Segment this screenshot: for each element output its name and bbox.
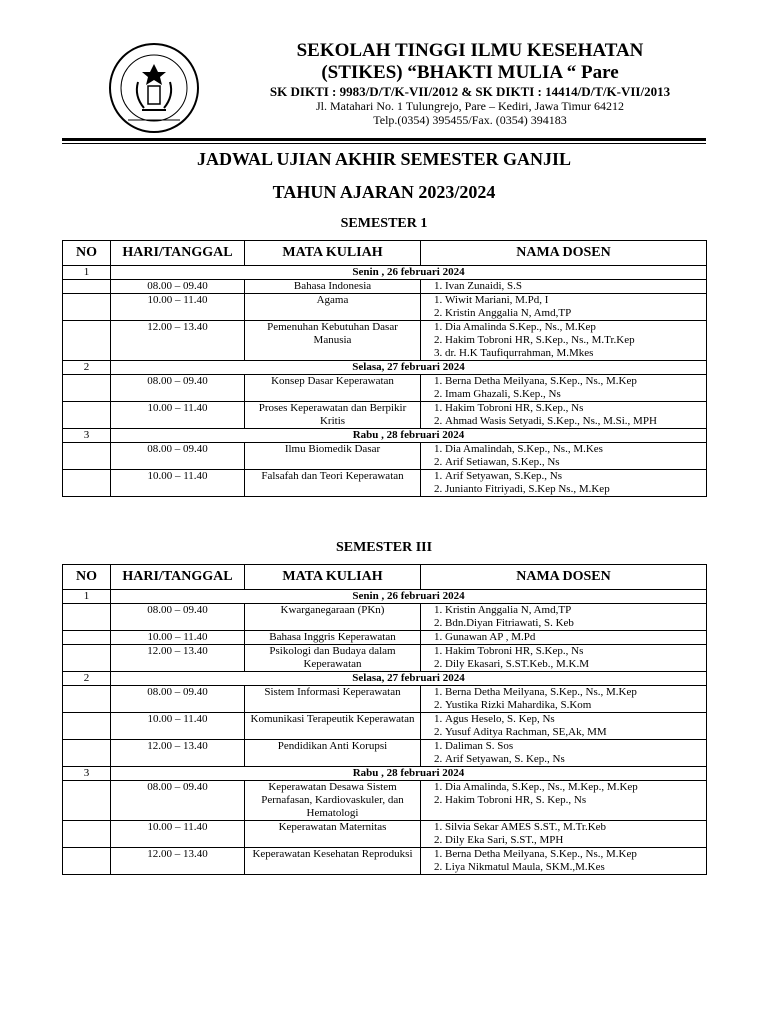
empty-cell — [63, 375, 111, 402]
phone-line: Telp.(0354) 395455/Fax. (0354) 394183 — [373, 113, 567, 127]
session-time: 08.00 – 09.40 — [111, 686, 245, 713]
empty-cell — [63, 686, 111, 713]
course-name: Komunikasi Terapeutik Keperawatan — [245, 713, 421, 740]
course-name: Kwarganegaraan (PKn) — [245, 604, 421, 631]
header-row — [63, 565, 707, 590]
course-name: Pemenuhan Kebutuhan Dasar Manusia — [245, 321, 421, 361]
lecturer-list — [421, 470, 707, 497]
course-name: Keperawatan Desawa Sistem Pernafasan, Kardiovaskuler, dan Hematologi — [245, 781, 421, 821]
lecturer-name: 2. Junianto Fitriyadi, S.Kep Ns., M.Kep — [445, 483, 704, 496]
session-time: 08.00 – 09.40 — [111, 781, 245, 821]
session-time: 10.00 – 11.40 — [111, 821, 245, 848]
session-row — [63, 686, 707, 713]
lecturer-list — [421, 686, 707, 713]
lecturer-name: 1. Arif Setyawan, S.Kep., Ns — [445, 470, 704, 483]
session-time: 08.00 – 09.40 — [111, 280, 245, 294]
session-row — [63, 294, 707, 321]
day-label: Rabu , 28 februari 2024 — [111, 767, 707, 781]
day-row — [63, 590, 707, 604]
lecturer-name: 2. Dily Eka Sari, S.ST., MPH — [445, 834, 704, 847]
lecturer-name: 1. Hakim Tobroni HR, S.Kep., Ns — [445, 402, 704, 415]
day-label: Senin , 26 februari 2024 — [111, 266, 707, 280]
lecturer-name: 2. Yustika Rizki Mahardika, S.Kom — [445, 699, 704, 712]
course-name: Agama — [245, 294, 421, 321]
session-row — [63, 848, 707, 875]
school-short-name: (STIKES) “BHAKTI MULIA “ Pare — [321, 62, 619, 83]
lecturer-name: 1. Daliman S. Sos — [445, 740, 704, 753]
session-time: 10.00 – 11.40 — [111, 631, 245, 645]
lecturer-name: 1. Dia Amalinda, S.Kep., Ns., M.Kep., M.Kep — [445, 781, 704, 794]
day-row — [63, 767, 707, 781]
accreditation-line: SK DIKTI : 9983/D/T/K-VII/2012 & SK DIKTI : 14414/D/T/K-VII/2013 — [269, 84, 671, 99]
day-number: 2 — [63, 361, 111, 375]
lecturer-list — [421, 821, 707, 848]
session-row — [63, 280, 707, 294]
day-row — [63, 361, 707, 375]
session-row — [63, 375, 707, 402]
lecturer-name: 1. Gunawan AP , M.Pd — [445, 631, 704, 644]
day-label: Selasa, 27 februari 2024 — [111, 672, 707, 686]
course-name: Bahasa Indonesia — [245, 280, 421, 294]
lecturer-name: 2. Dily Ekasari, S.ST.Keb., M.K.M — [445, 658, 704, 671]
session-time: 10.00 – 11.40 — [111, 713, 245, 740]
course-name: Pendidikan Anti Korupsi — [245, 740, 421, 767]
lecturer-name: 2. Hakim Tobroni HR, S. Kep., Ns — [445, 794, 704, 807]
lecturer-list — [421, 375, 707, 402]
day-label: Rabu , 28 februari 2024 — [111, 429, 707, 443]
course-name: Konsep Dasar Keperawatan — [245, 375, 421, 402]
empty-cell — [63, 740, 111, 767]
lecturer-name: 1. Wiwit Mariani, M.Pd, I — [445, 294, 704, 307]
lecturer-name: 1. Berna Detha Meilyana, S.Kep., Ns., M.Kep — [445, 686, 704, 699]
day-number: 1 — [63, 590, 111, 604]
course-name: Sistem Informasi Keperawatan — [245, 686, 421, 713]
empty-cell — [63, 781, 111, 821]
lecturer-list — [421, 631, 707, 645]
session-row — [63, 713, 707, 740]
session-row — [63, 781, 707, 821]
lecturer-name: 1. Dia Amalindah, S.Kep., Ns., M.Kes — [445, 443, 704, 456]
col-no-header: NO — [63, 565, 111, 590]
course-name: Psikologi dan Budaya dalam Keperawatan — [245, 645, 421, 672]
session-time: 08.00 – 09.40 — [111, 443, 245, 470]
session-row — [63, 821, 707, 848]
session-row — [63, 443, 707, 470]
col-no-header: NO — [63, 241, 111, 266]
session-time: 10.00 – 11.40 — [111, 470, 245, 497]
day-row — [63, 672, 707, 686]
header-rule-thick — [62, 138, 706, 141]
session-row — [63, 321, 707, 361]
empty-cell — [63, 821, 111, 848]
day-number: 2 — [63, 672, 111, 686]
day-row — [63, 266, 707, 280]
lecturer-name: 1. Silvia Sekar AMES S.ST., M.Tr.Keb — [445, 821, 704, 834]
lecturer-list — [421, 713, 707, 740]
session-time: 12.00 – 13.40 — [111, 645, 245, 672]
course-name: Keperawatan Kesehatan Reproduksi — [245, 848, 421, 875]
empty-cell — [63, 294, 111, 321]
lecturer-list — [421, 848, 707, 875]
course-name: Keperawatan Maternitas — [245, 821, 421, 848]
course-name: Proses Keperawatan dan Berpikir Kritis — [245, 402, 421, 429]
lecturer-list — [421, 294, 707, 321]
lecturer-name: 1. Dia Amalinda S.Kep., Ns., M.Kep — [445, 321, 704, 334]
col-date-header: HARI/TANGGAL — [111, 241, 245, 266]
lecturer-name: 1. Hakim Tobroni HR, S.Kep., Ns — [445, 645, 704, 658]
empty-cell — [63, 470, 111, 497]
semester-title: SEMESTER 1 — [340, 216, 428, 231]
letterhead — [60, 30, 720, 140]
lecturer-name: 1. Berna Detha Meilyana, S.Kep., Ns., M.Kep — [445, 375, 704, 388]
col-course-header: MATA KULIAH — [245, 241, 421, 266]
session-row — [63, 402, 707, 429]
course-name: Bahasa Inggris Keperawatan — [245, 631, 421, 645]
empty-cell — [63, 713, 111, 740]
empty-cell — [63, 402, 111, 429]
header-row — [63, 241, 707, 266]
session-row — [63, 740, 707, 767]
day-label: Selasa, 27 februari 2024 — [111, 361, 707, 375]
session-time: 08.00 – 09.40 — [111, 375, 245, 402]
lecturer-name: 2. Liya Nikmatul Maula, SKM.,M.Kes — [445, 861, 704, 874]
empty-cell — [63, 280, 111, 294]
day-label: Senin , 26 februari 2024 — [111, 590, 707, 604]
day-number: 3 — [63, 429, 111, 443]
schedule-table-semester-3 — [62, 564, 707, 875]
col-course-header: MATA KULIAH — [245, 565, 421, 590]
session-row — [63, 645, 707, 672]
lecturer-name: 2. Bdn.Diyan Fitriawati, S. Keb — [445, 617, 704, 630]
document-title: JADWAL UJIAN AKHIR SEMESTER GANJIL — [196, 149, 572, 169]
empty-cell — [63, 848, 111, 875]
session-time: 12.00 – 13.40 — [111, 321, 245, 361]
empty-cell — [63, 631, 111, 645]
lecturer-name: 2. Ahmad Wasis Setyadi, S.Kep., Ns., M.Si., MPH — [445, 415, 704, 428]
lecturer-list — [421, 321, 707, 361]
session-time: 12.00 – 13.40 — [111, 848, 245, 875]
lecturer-name: 2. Imam Ghazali, S.Kep., Ns — [445, 388, 704, 401]
day-row — [63, 429, 707, 443]
empty-cell — [63, 645, 111, 672]
session-time: 08.00 – 09.40 — [111, 604, 245, 631]
lecturer-list — [421, 740, 707, 767]
lecturer-name: 2. Arif Setyawan, S. Kep., Ns — [445, 753, 704, 766]
header-rule-thin — [62, 143, 706, 144]
empty-cell — [63, 443, 111, 470]
day-number: 3 — [63, 767, 111, 781]
session-time: 10.00 – 11.40 — [111, 402, 245, 429]
lecturer-name: 3. dr. H.K Taufiqurrahman, M.Mkes — [445, 347, 704, 360]
lecturer-list — [421, 402, 707, 429]
lecturer-name: 1. Agus Heselo, S. Kep, Ns — [445, 713, 704, 726]
empty-cell — [63, 604, 111, 631]
day-number: 1 — [63, 266, 111, 280]
session-row — [63, 604, 707, 631]
lecturer-name: 2. Yusuf Aditya Rachman, SE,Ak, MM — [445, 726, 704, 739]
lecturer-list — [421, 280, 707, 294]
school-name: SEKOLAH TINGGI ILMU KESEHATAN — [296, 40, 644, 61]
course-name: Falsafah dan Teori Keperawatan — [245, 470, 421, 497]
col-lecturer-header: NAMA DOSEN — [421, 565, 707, 590]
session-time: 12.00 – 13.40 — [111, 740, 245, 767]
lecturer-name: 1. Ivan Zunaidi, S.S — [445, 280, 704, 293]
lecturer-list — [421, 645, 707, 672]
lecturer-list — [421, 443, 707, 470]
session-row — [63, 631, 707, 645]
lecturer-name: 2. Hakim Tobroni HR, S.Kep., Ns., M.Tr.Kep — [445, 334, 704, 347]
schedule-table-semester-1 — [62, 240, 707, 497]
lecturer-list — [421, 604, 707, 631]
lecturer-list — [421, 781, 707, 821]
col-lecturer-header: NAMA DOSEN — [421, 241, 707, 266]
session-row — [63, 470, 707, 497]
academic-year: TAHUN AJARAN 2023/2024 — [272, 182, 496, 202]
lecturer-name: 2. Arif Setiawan, S.Kep., Ns — [445, 456, 704, 469]
session-time: 10.00 – 11.40 — [111, 294, 245, 321]
lecturer-name: 2. Kristin Anggalia N, Amd,TP — [445, 307, 704, 320]
lecturer-name: 1. Berna Detha Meilyana, S.Kep., Ns., M.Kep — [445, 848, 704, 861]
address-line: Jl. Matahari No. 1 Tulungrejo, Pare – Kediri, Jawa Timur 64212 — [316, 99, 624, 113]
empty-cell — [63, 321, 111, 361]
semester-title: SEMESTER III — [335, 540, 433, 555]
course-name: Ilmu Biomedik Dasar — [245, 443, 421, 470]
col-date-header: HARI/TANGGAL — [111, 565, 245, 590]
lecturer-name: 1. Kristin Anggalia N, Amd,TP — [445, 604, 704, 617]
school-logo-icon — [108, 42, 200, 134]
